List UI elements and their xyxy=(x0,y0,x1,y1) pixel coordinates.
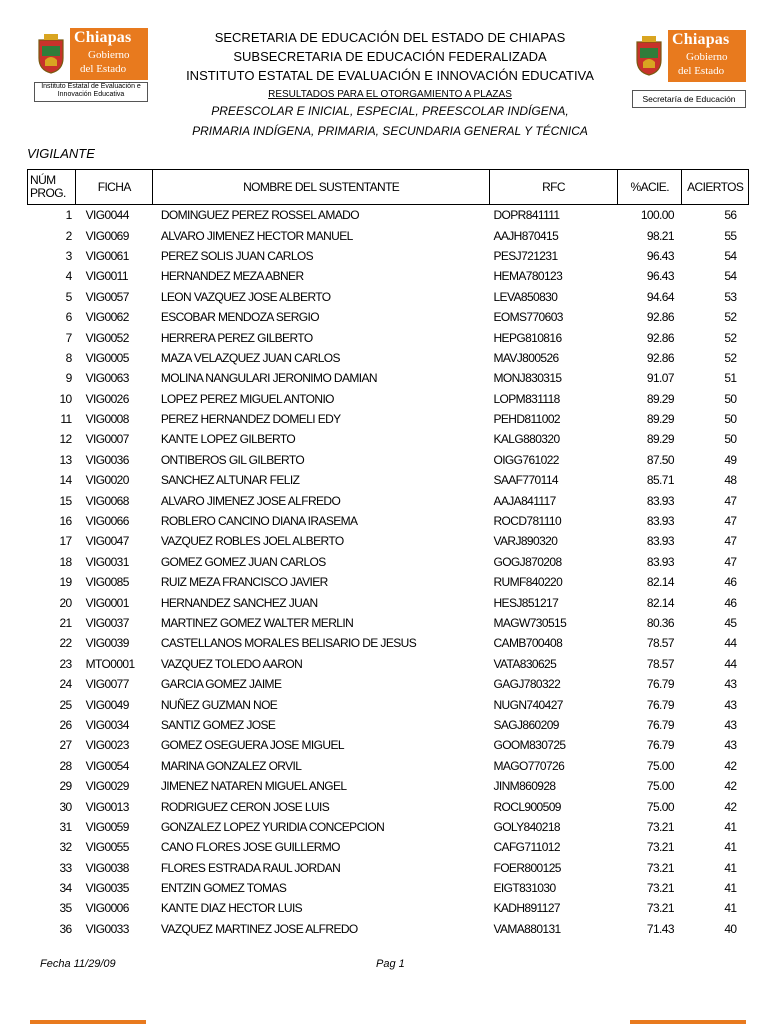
cell-rfc: GOLY840218 xyxy=(493,819,560,834)
cell-percent: 78.57 xyxy=(646,636,674,651)
cell-rfc: SAAF770114 xyxy=(493,473,558,488)
cell-ficha: VIG0063 xyxy=(85,371,129,386)
table-row xyxy=(28,715,749,735)
cell-rfc: GOOM830725 xyxy=(493,738,566,753)
cell-aciertos: 41 xyxy=(724,901,737,916)
cell-rfc: PESJ721231 xyxy=(493,248,558,263)
cell-ficha: VIG0011 xyxy=(85,269,128,284)
header-levels-line-1: PREESCOLAR E INICIAL, ESPECIAL, PREESCOLAR INDÍGENA, xyxy=(211,104,569,118)
table-row xyxy=(28,919,749,939)
category-title: VIGILANTE xyxy=(27,146,95,161)
cell-aciertos: 52 xyxy=(724,310,737,325)
logo-left xyxy=(32,28,150,102)
col-num-header-line2: PROG. xyxy=(30,186,66,200)
table-row xyxy=(28,287,749,307)
cell-percent: 89.29 xyxy=(646,412,674,427)
cell-percent: 73.21 xyxy=(646,860,674,875)
cell-percent: 75.00 xyxy=(646,799,674,814)
cell-aciertos: 53 xyxy=(724,289,737,304)
cell-aciertos: 51 xyxy=(724,371,737,386)
cell-ficha: VIG0055 xyxy=(85,840,129,855)
table-row xyxy=(28,572,749,592)
cell-name: MAZA VELAZQUEZ JUAN CARLOS xyxy=(160,350,340,365)
col-num-header-line1: NÚM xyxy=(30,173,56,187)
cell-name: KANTE DIAZ HECTOR LUIS xyxy=(160,901,303,916)
cell-percent: 96.43 xyxy=(646,248,674,263)
cell-aciertos: 54 xyxy=(724,269,737,284)
cell-rfc: CAFG711012 xyxy=(493,840,560,855)
cell-ficha: VIG0062 xyxy=(85,310,129,325)
cell-percent: 92.86 xyxy=(646,350,674,365)
cell-num: 31 xyxy=(59,819,72,834)
cell-rfc: MAGO770726 xyxy=(493,758,565,773)
cell-percent: 85.71 xyxy=(646,473,674,488)
cell-rfc: EIGT831030 xyxy=(493,881,556,896)
cell-num: 11 xyxy=(60,412,72,427)
cell-rfc: VATA830625 xyxy=(493,656,557,671)
coat-of-arms-icon xyxy=(36,32,66,74)
cell-num: 2 xyxy=(65,228,72,243)
table-row xyxy=(28,307,749,327)
cell-aciertos: 43 xyxy=(724,697,737,712)
cell-name: ONTIBEROS GIL GILBERTO xyxy=(160,452,305,467)
cell-percent: 82.14 xyxy=(646,595,674,610)
table-row xyxy=(28,613,749,633)
table-row xyxy=(28,694,749,714)
cell-name: JIMENEZ NATAREN MIGUEL ANGEL xyxy=(160,779,347,794)
logo-brand-block xyxy=(668,30,746,82)
cell-ficha: VIG0035 xyxy=(85,881,129,896)
logo-brand-name: Chiapas xyxy=(672,31,730,48)
cell-aciertos: 50 xyxy=(724,432,737,447)
cell-rfc: EOMS770603 xyxy=(493,310,563,325)
cell-percent: 75.00 xyxy=(646,779,674,794)
cell-num: 23 xyxy=(59,656,72,671)
cell-rfc: GAGJ780322 xyxy=(493,677,561,692)
cell-num: 27 xyxy=(59,738,72,753)
cell-aciertos: 41 xyxy=(724,860,737,875)
cell-rfc: MONJ830315 xyxy=(493,371,562,386)
cell-ficha: VIG0029 xyxy=(85,779,129,794)
cell-percent: 76.79 xyxy=(646,738,674,753)
cell-percent: 73.21 xyxy=(646,901,674,916)
footer-date: Fecha 11/29/09 xyxy=(40,958,116,970)
logo-brand-line3: del Estado xyxy=(80,63,127,75)
cell-name: ROBLERO CANCINO DIANA IRASEMA xyxy=(160,514,358,529)
cell-name: HERNANDEZ SANCHEZ JUAN xyxy=(160,595,318,610)
cell-rfc: FOER800125 xyxy=(493,860,561,875)
table-row xyxy=(28,898,749,918)
table-row xyxy=(28,225,749,245)
cell-aciertos: 47 xyxy=(724,514,737,529)
cell-num: 36 xyxy=(59,921,72,936)
cell-rfc: AAJA841117 xyxy=(493,493,556,508)
cell-num: 20 xyxy=(59,595,72,610)
cell-percent: 83.93 xyxy=(646,534,674,549)
cell-percent: 91.07 xyxy=(646,371,674,386)
results-table xyxy=(27,169,749,939)
cell-ficha: VIG0061 xyxy=(85,248,129,263)
cell-ficha: VIG0026 xyxy=(85,391,129,406)
cell-aciertos: 54 xyxy=(724,248,737,263)
cell-name: RUIZ MEZA FRANCISCO JAVIER xyxy=(160,575,328,590)
col-ficha-header: FICHA xyxy=(76,170,153,205)
table-row xyxy=(28,389,749,409)
footer-page-number: Pag 1 xyxy=(376,958,405,970)
cell-aciertos: 48 xyxy=(724,473,737,488)
cell-percent: 76.79 xyxy=(646,677,674,692)
cell-num: 17 xyxy=(59,534,72,549)
cell-num: 29 xyxy=(59,779,72,794)
cell-name: GONZALEZ LOPEZ YURIDIA CONCEPCION xyxy=(160,819,385,834)
table-row xyxy=(28,246,749,266)
cell-ficha: VIG0013 xyxy=(85,799,129,814)
table-row xyxy=(28,490,749,510)
cell-percent: 75.00 xyxy=(646,758,674,773)
cell-ficha: VIG0020 xyxy=(85,473,129,488)
table-row xyxy=(28,654,749,674)
cell-name: ENTZIN GOMEZ TOMAS xyxy=(160,881,287,896)
cell-name: SANCHEZ ALTUNAR FELIZ xyxy=(160,473,300,488)
cell-rfc: VAMA880131 xyxy=(493,921,561,936)
table-row xyxy=(28,511,749,531)
next-page-logo-edge xyxy=(30,1020,146,1024)
cell-aciertos: 41 xyxy=(724,819,737,834)
cell-aciertos: 50 xyxy=(724,391,737,406)
cell-name: LOPEZ PEREZ MIGUEL ANTONIO xyxy=(160,391,334,406)
cell-ficha: VIG0006 xyxy=(85,901,129,916)
cell-name: ALVARO JIMENEZ JOSE ALFREDO xyxy=(160,493,341,508)
cell-ficha: VIG0005 xyxy=(85,350,129,365)
cell-name: ALVARO JIMENEZ HECTOR MANUEL xyxy=(160,228,353,243)
cell-num: 26 xyxy=(59,717,72,732)
cell-num: 10 xyxy=(59,391,72,406)
cell-name: FLORES ESTRADA RAUL JORDAN xyxy=(160,860,341,875)
cell-rfc: ROCD781110 xyxy=(493,514,562,529)
cell-num: 18 xyxy=(59,554,72,569)
cell-rfc: KADH891127 xyxy=(493,901,560,916)
cell-rfc: LOPM831118 xyxy=(493,391,560,406)
logo-brand-name: Chiapas xyxy=(74,29,132,46)
cell-percent: 73.21 xyxy=(646,881,674,896)
cell-num: 1 xyxy=(65,208,72,223)
cell-name: CANO FLORES JOSE GUILLERMO xyxy=(160,840,340,855)
cell-num: 9 xyxy=(65,371,72,386)
cell-name: RODRIGUEZ CERON JOSE LUIS xyxy=(160,799,330,814)
cell-aciertos: 44 xyxy=(724,636,737,651)
cell-rfc: RUMF840220 xyxy=(493,575,563,590)
cell-name: GOMEZ OSEGUERA JOSE MIGUEL xyxy=(160,738,344,753)
cell-name: PEREZ HERNANDEZ DOMELI EDY xyxy=(160,412,341,427)
cell-rfc: NUGN740427 xyxy=(493,697,563,712)
cell-ficha: VIG0057 xyxy=(85,289,129,304)
cell-aciertos: 43 xyxy=(724,677,737,692)
cell-percent: 76.79 xyxy=(646,717,674,732)
cell-num: 21 xyxy=(59,616,72,630)
cell-rfc: CAMB700408 xyxy=(493,636,563,651)
cell-aciertos: 43 xyxy=(724,738,737,753)
table-row xyxy=(28,429,749,449)
table-row xyxy=(28,470,749,490)
cell-num: 7 xyxy=(65,330,72,345)
logo-right xyxy=(630,30,748,110)
cell-rfc: DOPR841111 xyxy=(493,208,560,223)
col-name-header: NOMBRE DEL SUSTENTANTE xyxy=(153,170,490,205)
cell-percent: 87.50 xyxy=(646,452,674,467)
table-row xyxy=(28,205,749,226)
cell-rfc: PEHD811002 xyxy=(493,412,560,427)
cell-ficha: VIG0054 xyxy=(85,758,129,773)
cell-aciertos: 42 xyxy=(724,758,737,773)
table-row xyxy=(28,796,749,816)
cell-name: VAZQUEZ TOLEDO AARON xyxy=(160,656,303,671)
cell-percent: 92.86 xyxy=(646,310,674,325)
cell-num: 34 xyxy=(59,881,72,896)
cell-rfc: OIGG761022 xyxy=(493,452,559,467)
cell-aciertos: 40 xyxy=(724,921,737,936)
cell-percent: 98.21 xyxy=(646,228,674,243)
cell-ficha: VIG0066 xyxy=(85,514,129,529)
cell-name: HERRERA PEREZ GILBERTO xyxy=(160,330,313,345)
table-row xyxy=(28,633,749,653)
cell-aciertos: 47 xyxy=(724,554,737,569)
cell-ficha: VIG0068 xyxy=(85,493,129,508)
header-line-1: SECRETARIA DE EDUCACIÓN DEL ESTADO DE CHIAPAS xyxy=(214,30,566,45)
table-row xyxy=(28,756,749,776)
cell-ficha: VIG0037 xyxy=(85,616,129,630)
header-results-title: RESULTADOS PARA EL OTORGAMIENTO A PLAZAS xyxy=(268,89,512,100)
col-num-header xyxy=(28,170,76,205)
cell-aciertos: 56 xyxy=(724,208,737,223)
cell-num: 28 xyxy=(59,758,72,773)
cell-name: VAZQUEZ ROBLES JOEL ALBERTO xyxy=(160,534,344,549)
cell-ficha: VIG0049 xyxy=(85,697,129,712)
cell-ficha: VIG0001 xyxy=(85,595,129,610)
cell-name: GARCIA GOMEZ JAIME xyxy=(160,677,282,692)
cell-num: 15 xyxy=(59,493,72,508)
cell-aciertos: 47 xyxy=(724,534,737,549)
cell-ficha: VIG0007 xyxy=(85,432,129,447)
cell-rfc: GOGJ870208 xyxy=(493,554,562,569)
cell-aciertos: 45 xyxy=(724,616,737,630)
col-rfc-header: RFC xyxy=(489,170,617,205)
cell-name: LEON VAZQUEZ JOSE ALBERTO xyxy=(160,289,331,304)
cell-ficha: VIG0033 xyxy=(85,921,129,936)
cell-ficha: VIG0039 xyxy=(85,636,129,651)
cell-num: 24 xyxy=(59,677,72,692)
col-percent-header: %ACIE. xyxy=(618,170,682,205)
cell-rfc: SAGJ860209 xyxy=(493,717,559,732)
table-row xyxy=(28,368,749,388)
cell-name: SANTIZ GOMEZ JOSE xyxy=(160,717,276,732)
cell-percent: 78.57 xyxy=(646,656,674,671)
cell-name: CASTELLANOS MORALES BELISARIO DE JESUS xyxy=(160,636,417,651)
cell-ficha: VIG0008 xyxy=(85,412,129,427)
cell-num: 5 xyxy=(65,289,72,304)
cell-num: 25 xyxy=(59,697,72,712)
cell-rfc: HEMA780123 xyxy=(493,269,563,284)
cell-percent: 73.21 xyxy=(646,819,674,834)
cell-rfc: MAGW730515 xyxy=(493,616,567,630)
cell-rfc: JINM860928 xyxy=(493,779,556,794)
cell-num: 32 xyxy=(59,840,72,855)
cell-aciertos: 47 xyxy=(724,493,737,508)
table-row xyxy=(28,817,749,837)
cell-num: 13 xyxy=(59,452,72,467)
cell-num: 6 xyxy=(65,310,72,325)
header-line-3: INSTITUTO ESTATAL DE EVALUACIÓN E INNOVACIÓN EDUCATIVA xyxy=(186,68,594,83)
table-row xyxy=(28,776,749,796)
cell-aciertos: 55 xyxy=(724,228,737,243)
cell-aciertos: 49 xyxy=(724,452,737,467)
cell-percent: 83.93 xyxy=(646,554,674,569)
cell-percent: 82.14 xyxy=(646,575,674,590)
cell-ficha: MTO0001 xyxy=(85,656,135,671)
logo-brand-block xyxy=(70,28,148,80)
cell-aciertos: 52 xyxy=(724,350,737,365)
table-row xyxy=(28,674,749,694)
cell-name: ESCOBAR MENDOZA SERGIO xyxy=(160,310,319,325)
cell-ficha: VIG0052 xyxy=(85,330,129,345)
cell-aciertos: 46 xyxy=(724,575,737,590)
cell-ficha: VIG0077 xyxy=(85,677,129,692)
cell-num: 14 xyxy=(59,473,72,488)
cell-aciertos: 50 xyxy=(724,412,737,427)
table-row xyxy=(28,552,749,572)
cell-percent: 89.29 xyxy=(646,391,674,406)
logo-brand-line2: Gobierno xyxy=(686,51,728,63)
cell-name: GOMEZ GOMEZ JUAN CARLOS xyxy=(160,554,326,569)
cell-num: 3 xyxy=(65,248,72,263)
cell-name: MOLINA NANGULARI JERONIMO DAMIAN xyxy=(160,371,377,386)
header-line-2: SUBSECRETARIA DE EDUCACIÓN FEDERALIZADA xyxy=(233,49,547,64)
cell-percent: 80.36 xyxy=(646,616,674,630)
table-row xyxy=(28,409,749,429)
table-row xyxy=(28,735,749,755)
cell-rfc: HEPG810816 xyxy=(493,330,562,345)
header-levels-line-2: PRIMARIA INDÍGENA, PRIMARIA, SECUNDARIA GENERAL Y TÉCNICA xyxy=(192,124,588,138)
cell-rfc: LEVA850830 xyxy=(493,289,558,304)
cell-percent: 83.93 xyxy=(646,493,674,508)
cell-percent: 76.79 xyxy=(646,697,674,712)
cell-percent: 71.43 xyxy=(646,921,674,936)
cell-ficha: VIG0036 xyxy=(85,452,129,467)
cell-aciertos: 46 xyxy=(724,595,737,610)
cell-num: 33 xyxy=(59,860,72,875)
cell-name: DOMINGUEZ PEREZ ROSSEL AMADO xyxy=(160,208,359,223)
table-row xyxy=(28,327,749,347)
cell-percent: 73.21 xyxy=(646,840,674,855)
cell-name: MARINA GONZALEZ ORVIL xyxy=(160,758,302,773)
cell-ficha: VIG0069 xyxy=(85,228,129,243)
table-row xyxy=(28,592,749,612)
cell-name: MARTINEZ GOMEZ WALTER MERLIN xyxy=(160,616,354,630)
cell-aciertos: 44 xyxy=(724,656,737,671)
cell-ficha: VIG0047 xyxy=(85,534,129,549)
logo-caption: Instituto Estatal de Evaluación e Innovación Educativa xyxy=(34,82,148,102)
table-header-row xyxy=(28,170,749,205)
cell-aciertos: 42 xyxy=(724,779,737,794)
cell-percent: 92.86 xyxy=(646,330,674,345)
table-row xyxy=(28,348,749,368)
table-row xyxy=(28,858,749,878)
cell-ficha: VIG0059 xyxy=(85,819,129,834)
cell-num: 30 xyxy=(59,799,72,814)
cell-percent: 94.64 xyxy=(646,289,674,304)
cell-num: 16 xyxy=(59,514,72,529)
cell-rfc: HESJ851217 xyxy=(493,595,559,610)
table-row xyxy=(28,450,749,470)
cell-rfc: KALG880320 xyxy=(493,432,560,447)
cell-percent: 100.00 xyxy=(640,208,674,223)
cell-num: 35 xyxy=(59,901,72,916)
cell-ficha: VIG0044 xyxy=(85,208,129,223)
cell-ficha: VIG0085 xyxy=(85,575,129,590)
logo-brand-line2: Gobierno xyxy=(88,49,130,61)
cell-name: KANTE LOPEZ GILBERTO xyxy=(160,432,296,447)
cell-ficha: VIG0031 xyxy=(85,554,129,569)
cell-rfc: ROCL900509 xyxy=(493,799,561,814)
logo-brand-line3: del Estado xyxy=(678,65,725,77)
cell-rfc: AAJH870415 xyxy=(493,228,559,243)
cell-num: 4 xyxy=(65,269,72,284)
col-aciertos-header: ACIERTOS xyxy=(682,170,749,205)
cell-aciertos: 41 xyxy=(724,840,737,855)
cell-name: NUÑEZ GUZMAN NOE xyxy=(160,697,278,712)
table-body xyxy=(28,205,749,940)
cell-percent: 89.29 xyxy=(646,432,674,447)
next-page-logo-edge xyxy=(630,1020,746,1024)
cell-num: 19 xyxy=(59,575,72,590)
cell-aciertos: 41 xyxy=(724,881,737,896)
table-row xyxy=(28,266,749,286)
cell-rfc: VARJ890320 xyxy=(493,534,558,549)
cell-aciertos: 52 xyxy=(724,330,737,345)
table-row xyxy=(28,531,749,551)
table-row xyxy=(28,878,749,898)
logo-caption: Secretaría de Educación xyxy=(632,90,746,108)
cell-num: 8 xyxy=(65,350,72,365)
cell-aciertos: 42 xyxy=(724,799,737,814)
cell-ficha: VIG0038 xyxy=(85,860,129,875)
cell-name: HERNANDEZ MEZA ABNER xyxy=(160,269,304,284)
cell-num: 22 xyxy=(59,636,72,651)
cell-name: VAZQUEZ MARTINEZ JOSE ALFREDO xyxy=(160,921,358,936)
coat-of-arms-icon xyxy=(634,34,664,76)
table-row xyxy=(28,837,749,857)
cell-percent: 96.43 xyxy=(646,269,674,284)
cell-rfc: MAVJ800526 xyxy=(493,350,559,365)
cell-aciertos: 43 xyxy=(724,717,737,732)
cell-name: PEREZ SOLIS JUAN CARLOS xyxy=(160,248,314,263)
cell-percent: 83.93 xyxy=(646,514,674,529)
cell-ficha: VIG0034 xyxy=(85,717,129,732)
cell-num: 12 xyxy=(59,432,72,447)
cell-ficha: VIG0023 xyxy=(85,738,129,753)
